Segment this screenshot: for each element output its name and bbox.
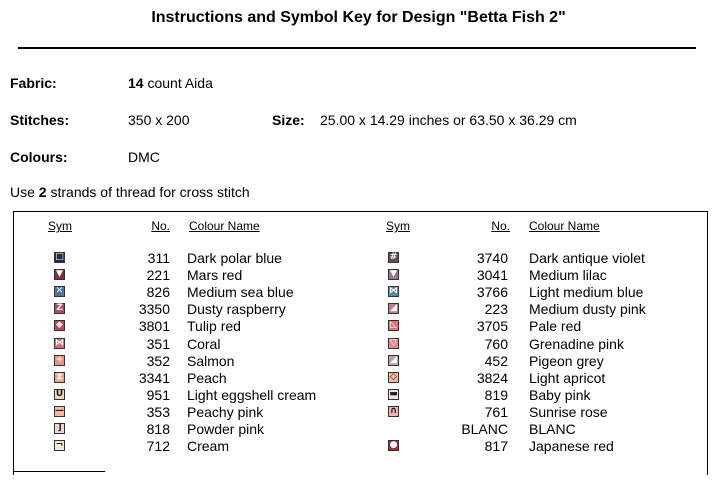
- dmc-number: 223: [484, 301, 508, 318]
- dmc-number: 3350: [138, 301, 170, 318]
- not-sign-icon: ¬: [55, 440, 64, 451]
- dmc-number: 761: [484, 403, 508, 420]
- fabric-label: Fabric:: [10, 75, 57, 91]
- colour-name: Peachy pink: [187, 403, 264, 420]
- table-row: [0, 421, 717, 438]
- strands-pre: Use: [10, 184, 39, 200]
- dmc-number: 352: [146, 352, 170, 369]
- hash-icon: #: [389, 252, 398, 262]
- table-row: [0, 318, 717, 335]
- z-icon: Z: [54, 303, 65, 314]
- bowtie-icon: ⋈: [389, 286, 398, 297]
- fabric-rest: count Aida: [143, 75, 213, 91]
- dmc-number: 826: [146, 284, 170, 301]
- title-divider: [18, 47, 696, 49]
- colour-name: Medium dusty pink: [529, 301, 646, 318]
- dmc-number: 3705: [476, 318, 508, 335]
- colour-name: BLANC: [529, 421, 576, 437]
- header-no-right: No.: [491, 219, 510, 233]
- stitches-label: Stitches:: [10, 112, 70, 128]
- dmc-number: 819: [484, 386, 508, 403]
- table-row: [0, 336, 717, 353]
- colour-name: Baby pink: [529, 386, 591, 403]
- colour-name: Japanese red: [529, 438, 614, 455]
- bar-icon: ▬: [389, 388, 398, 399]
- down-triangle-icon: ▼: [388, 269, 399, 280]
- colour-name: Coral: [187, 335, 221, 352]
- colour-name: Light eggshell cream: [187, 386, 317, 403]
- dmc-number: 712: [146, 438, 170, 455]
- hollow-diamond-icon: ◇: [388, 372, 399, 383]
- header-sym-right: Sym: [386, 219, 410, 233]
- colour-name: Salmon: [187, 352, 235, 369]
- size-label: Size:: [272, 112, 305, 128]
- table-bottom-line: [13, 471, 105, 472]
- fabric-value: [128, 75, 213, 91]
- colour-name: Pigeon grey: [529, 352, 604, 369]
- colour-name: Dark polar blue: [187, 250, 282, 266]
- table-row: [0, 267, 717, 284]
- dmc-number: 760: [484, 335, 508, 352]
- table-row: [0, 370, 717, 387]
- colour-name: Peach: [187, 369, 227, 386]
- header-no-left: No.: [151, 219, 170, 233]
- colour-name: Medium lilac: [529, 267, 607, 284]
- dmc-number: 3766: [476, 284, 508, 301]
- dmc-number: BLANC: [461, 421, 508, 437]
- header-name-right: Colour Name: [529, 219, 600, 233]
- colour-name: Light apricot: [529, 369, 606, 386]
- colour-name: Grenadine pink: [529, 335, 624, 352]
- colours-label: Colours:: [10, 149, 68, 165]
- fabric-count: 14: [128, 75, 144, 91]
- corner-icon: ⌋: [54, 423, 65, 434]
- colour-name: Light medium blue: [529, 284, 644, 301]
- colour-name: Sunrise rose: [529, 403, 608, 420]
- dmc-number: 3041: [476, 267, 508, 284]
- header-name-left: Colour Name: [189, 219, 260, 233]
- dmc-number: 3740: [476, 250, 508, 266]
- diamond-icon: ◆: [54, 320, 65, 331]
- header-sym-left: Sym: [48, 219, 72, 233]
- colour-name: Tulip red: [187, 318, 241, 335]
- colour-name: Cream: [187, 438, 230, 455]
- dmc-number: 311: [147, 250, 170, 266]
- arch-icon: ∩: [389, 405, 398, 416]
- wedge-icon: ◢: [388, 303, 399, 314]
- dmc-number: 817: [484, 438, 508, 455]
- stitches-value: 350 x 200: [128, 112, 190, 128]
- colour-name: Medium sea blue: [187, 284, 294, 301]
- table-row: [0, 250, 717, 267]
- strands-post: strands of thread for cross stitch: [46, 184, 250, 200]
- table-row: [0, 404, 717, 421]
- circle-icon: ●: [389, 440, 398, 451]
- plus-icon: +: [55, 354, 64, 365]
- u-icon: U: [55, 388, 64, 399]
- hollow-down-triangle-icon: ▽: [388, 338, 399, 349]
- dmc-number: 818: [146, 421, 170, 437]
- size-value: 25.00 x 14.29 inches or 63.50 x 36.29 cm: [320, 112, 577, 128]
- down-triangle-icon: ▼: [54, 269, 65, 280]
- bowtie-icon: ⋈: [55, 337, 64, 348]
- dmc-number: 951: [146, 386, 170, 403]
- table-row: [0, 284, 717, 301]
- dmc-number: 3341: [138, 369, 170, 386]
- dash-icon: —: [55, 405, 64, 416]
- corner-triangle-icon: ◺: [388, 320, 399, 331]
- dmc-number: 452: [484, 352, 508, 369]
- blank-icon: [388, 423, 399, 434]
- x-icon: ✕: [55, 286, 64, 297]
- wedge-icon: ◢: [388, 355, 399, 366]
- table-row: [0, 438, 717, 455]
- strands-instruction: [10, 184, 250, 200]
- dmc-number: 3801: [138, 318, 170, 335]
- table-row: [0, 353, 717, 370]
- strands-count: 2: [38, 184, 47, 200]
- dmc-number: 221: [146, 267, 170, 284]
- table-row: [0, 387, 717, 404]
- hollow-square-icon: □: [55, 252, 64, 262]
- colours-value: DMC: [128, 149, 160, 165]
- colour-name: Mars red: [187, 267, 243, 284]
- colour-name: Pale red: [529, 318, 582, 335]
- dmc-number: 353: [146, 403, 170, 420]
- page-title: Instructions and Symbol Key for Design "Betta Fish 2": [151, 9, 566, 26]
- dmc-number: 351: [146, 335, 170, 352]
- table-row: [0, 301, 717, 318]
- dmc-number: 3824: [476, 369, 508, 386]
- hourglass-icon: ⧗: [54, 372, 65, 383]
- colour-name: Dusty raspberry: [187, 301, 286, 318]
- colour-name: Dark antique violet: [529, 250, 645, 266]
- colour-name: Powder pink: [187, 421, 265, 437]
